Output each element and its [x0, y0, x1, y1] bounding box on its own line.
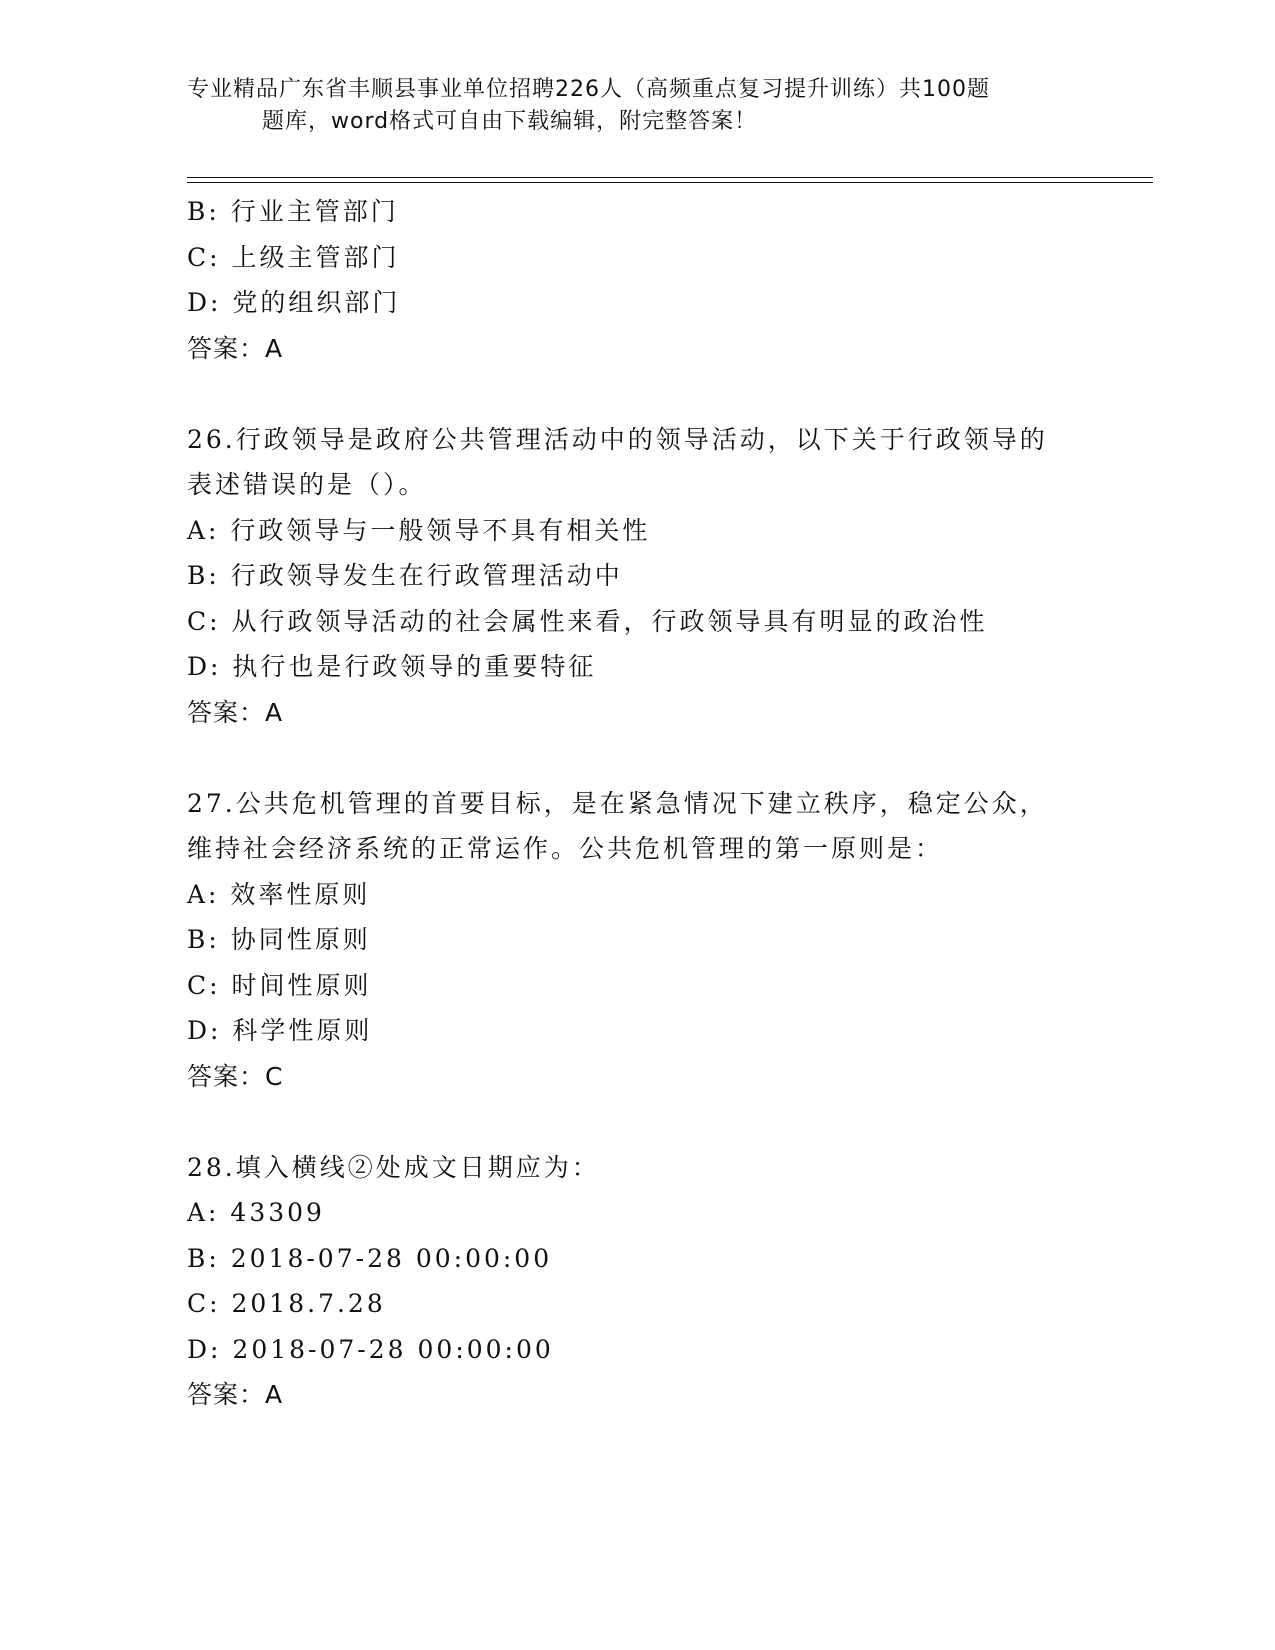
option-d: D: 党的组织部门: [187, 288, 401, 317]
spacer: [187, 371, 1147, 417]
option-c: C: 2018.7.28: [187, 1289, 386, 1318]
option-d: D: 2018-07-28 00:00:00: [187, 1334, 554, 1364]
header-title-line-2: 题库，word格式可自由下载编辑，附完整答案！: [262, 109, 758, 134]
option-c: C: 上级主管部门: [187, 242, 400, 272]
option-a: A: 43309: [187, 1198, 325, 1227]
spacer: [187, 735, 1147, 781]
header-divider-top: [187, 177, 1153, 178]
header-divider-bottom: [187, 182, 1153, 183]
question-26: [187, 417, 1147, 736]
option-c: C: 时间性原则: [187, 970, 372, 1000]
question-27: [187, 781, 1147, 1100]
document-header: [187, 74, 1067, 138]
question-stem-line: 维持社会经济系统的正常运作。公共危机管理的第一原则是：: [187, 834, 944, 863]
answer-label: 答案：A: [187, 1380, 284, 1409]
option-b: B: 协同性原则: [187, 925, 371, 954]
question-stem-line: 28.填入横线②处成文日期应为：: [187, 1152, 600, 1182]
answer-label: 答案：A: [187, 333, 284, 363]
question-list: [187, 189, 1147, 1418]
header-title-line-1: 专业精品广东省丰顺县事业单位招聘226人（高频重点复习提升训练）共100题: [187, 77, 990, 102]
question-25-continued: [187, 189, 1147, 371]
option-d: D: 执行也是行政领导的重要特征: [187, 652, 597, 681]
answer-label: 答案：A: [187, 697, 284, 727]
option-b: B: 行业主管部门: [187, 197, 399, 226]
answer-label: 答案：C: [187, 1061, 284, 1091]
option-d: D: 科学性原则: [187, 1016, 373, 1045]
question-stem-line: 表述错误的是（）。: [187, 470, 427, 499]
spacer: [187, 1099, 1147, 1145]
option-b: B: 行政领导发生在行政管理活动中: [187, 561, 623, 590]
option-a: A: 效率性原则: [187, 879, 371, 909]
question-stem-line: 26.行政领导是政府公共管理活动中的领导活动，以下关于行政领导的: [187, 424, 1048, 454]
option-a: A: 行政领导与一般领导不具有相关性: [187, 515, 651, 545]
question-stem-line: 27.公共危机管理的首要目标，是在紧急情况下建立秩序，稳定公众，: [187, 788, 1048, 818]
question-28: [187, 1145, 1147, 1418]
option-b: B: 2018-07-28 00:00:00: [187, 1243, 553, 1273]
option-c: C: 从行政领导活动的社会属性来看，行政领导具有明显的政治性: [187, 606, 988, 636]
